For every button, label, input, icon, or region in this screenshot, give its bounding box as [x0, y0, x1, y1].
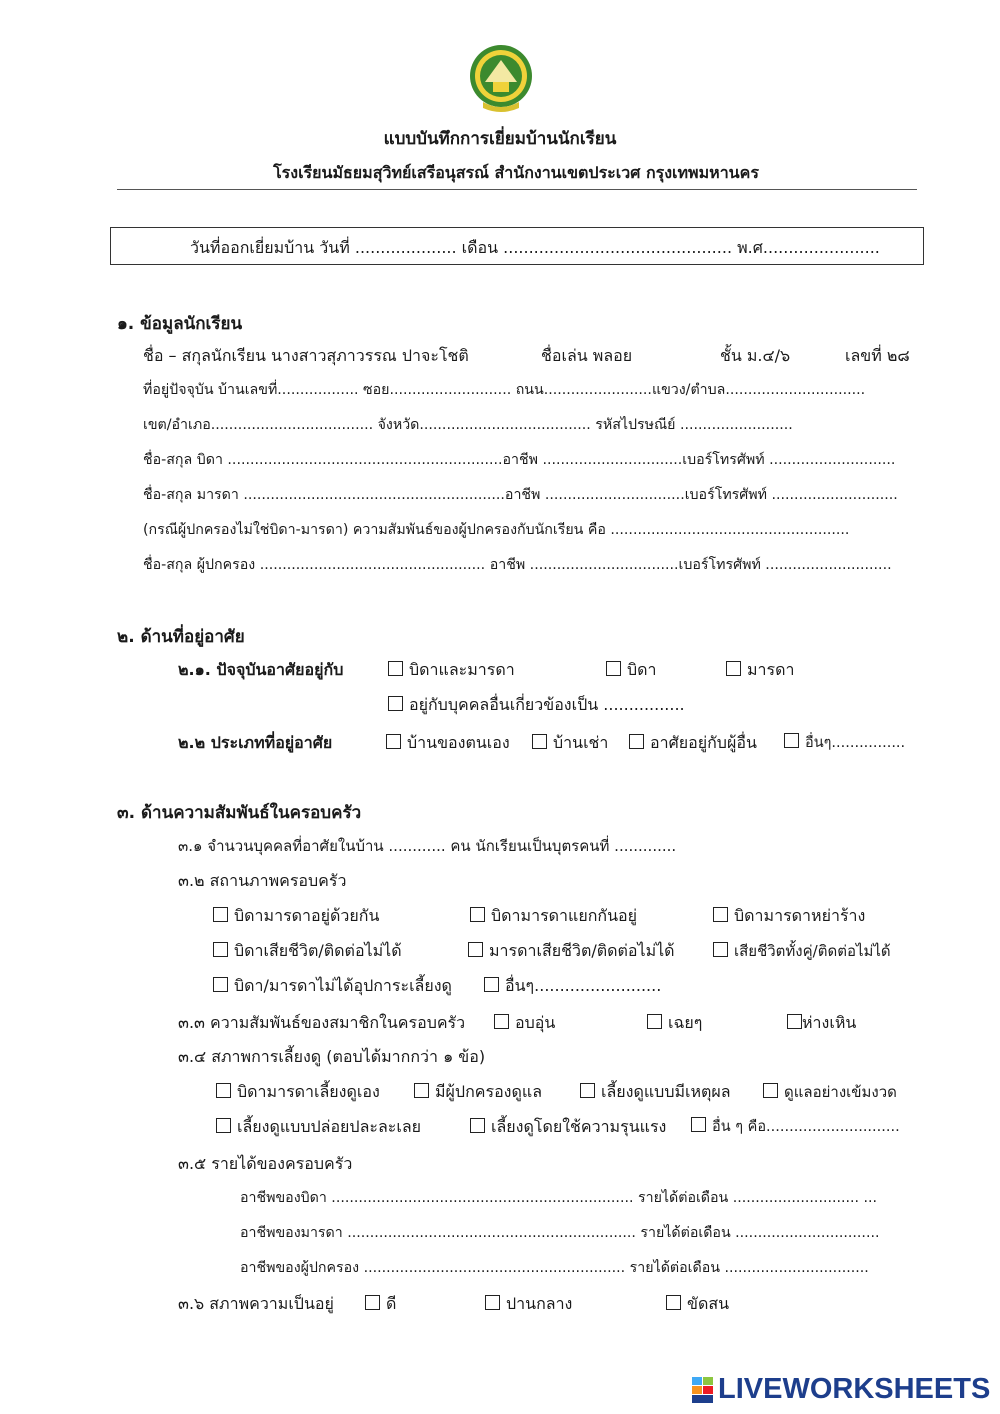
- checkbox[interactable]: [763, 1083, 778, 1098]
- district-field[interactable]: เขต/อำเภอ.................................... จังหวัด...................................... รหัสไปรษณีย์ .........................: [143, 417, 793, 433]
- checkbox[interactable]: [468, 942, 483, 957]
- student-class: ชั้น ม.๔/๖: [720, 346, 791, 365]
- checkbox[interactable]: [713, 942, 728, 957]
- q21-option[interactable]: บิดา: [606, 658, 657, 683]
- guardian-field[interactable]: ชื่อ-สกุล ผู้ปกครอง .................................................. อาชีพ .................................เบอร์โทรศัพท์ ............................: [143, 557, 892, 573]
- q36-option[interactable]: ดี: [365, 1292, 396, 1317]
- checkbox[interactable]: [647, 1014, 662, 1029]
- q32-option[interactable]: บิดา/มารดาไม่ได้อุปการะเลี้ยงดู: [213, 974, 452, 999]
- q32-option[interactable]: บิดามารดาแยกกันอยู่: [470, 904, 637, 929]
- header-divider: [117, 189, 917, 190]
- checkbox[interactable]: [485, 1295, 500, 1310]
- q36-option[interactable]: ปานกลาง: [485, 1292, 572, 1317]
- q21-option[interactable]: อยู่กับบุคคลอื่นเกี่ยวข้องเป็น ................: [388, 693, 685, 718]
- checkbox[interactable]: [629, 734, 644, 749]
- q34-option[interactable]: เลี้ยงดูแบบปล่อยปละละเลย: [216, 1115, 421, 1140]
- checkbox[interactable]: [532, 734, 547, 749]
- q34-option[interactable]: มีผู้ปกครองดูแล: [414, 1080, 542, 1105]
- father-field[interactable]: ชื่อ-สกุล บิดา .............................................................อาชีพ ...............................เบอร์โทรศัพท์ ............................: [143, 452, 896, 468]
- q22-option[interactable]: อื่นๆ................: [784, 731, 905, 754]
- student-nickname: ชื่อเล่น พลอย: [541, 346, 633, 365]
- address-field[interactable]: ที่อยู่ปัจจุบัน บ้านเลขที่.................. ซอย........................... ถนน........................แขวง/ตำบล...............................: [143, 382, 866, 398]
- checkbox[interactable]: [606, 661, 621, 676]
- school-subtitle: โรงเรียนมัธยมสุวิทย์เสรีอนุสรณ์ สำนักงานเขตประเวศ กรุงเทพมหานคร: [273, 163, 759, 182]
- checkbox[interactable]: [213, 977, 228, 992]
- q34-option[interactable]: เลี้ยงดูโดยใช้ความรุนแรง: [470, 1115, 666, 1140]
- mother-field[interactable]: ชื่อ-สกุล มารดา ..........................................................อาชีพ ...............................เบอร์โทรศัพท์ ............................: [143, 487, 898, 503]
- checkbox[interactable]: [386, 734, 401, 749]
- section-2-title: ๒. ด้านที่อยู่อาศัย: [117, 627, 245, 647]
- section-3-title: ๓. ด้านความสัมพันธ์ในครอบครัว: [117, 803, 362, 823]
- q34-option[interactable]: ดูแลอย่างเข้มงวด: [763, 1080, 897, 1104]
- checkbox[interactable]: [213, 907, 228, 922]
- q21-option[interactable]: มารดา: [726, 658, 795, 683]
- checkbox[interactable]: [666, 1295, 681, 1310]
- checkbox[interactable]: [414, 1083, 429, 1098]
- checkbox[interactable]: [494, 1014, 509, 1029]
- checkbox[interactable]: [713, 907, 728, 922]
- checkbox[interactable]: [787, 1014, 802, 1029]
- q36-option[interactable]: ขัดสน: [666, 1292, 729, 1317]
- q32-option[interactable]: บิดาเสียชีวิต/ติดต่อไม่ได้: [213, 939, 402, 964]
- checkbox[interactable]: [784, 733, 799, 748]
- q34-option[interactable]: อื่น ๆ คือ.............................: [691, 1115, 900, 1138]
- checkbox[interactable]: [388, 661, 403, 676]
- checkbox[interactable]: [216, 1083, 231, 1098]
- liveworksheets-mark-icon: [692, 1377, 714, 1403]
- q35-guardian-field[interactable]: อาชีพของผู้ปกครอง .......................................................... รายได้ต่อเดือน ................................: [240, 1260, 869, 1276]
- q33-option[interactable]: ห่างเหิน: [787, 1011, 856, 1036]
- q32-label: ๓.๒ สถานภาพครอบครัว: [178, 871, 347, 890]
- section-1-title: ๑. ข้อมูลนักเรียน: [117, 314, 243, 334]
- student-number: เลขที่ ๒๘: [845, 346, 910, 365]
- checkbox[interactable]: [216, 1118, 231, 1133]
- school-emblem-logo: [467, 42, 535, 114]
- q33-option[interactable]: อบอุ่น: [494, 1011, 555, 1036]
- checkbox[interactable]: [691, 1117, 706, 1132]
- q33-label: ๓.๓ ความสัมพันธ์ของสมาชิกในครอบครัว: [178, 1013, 466, 1032]
- checkbox[interactable]: [580, 1083, 595, 1098]
- q31-field[interactable]: ๓.๑ จำนวนบุคคลที่อาศัยในบ้าน ............ คน นักเรียนเป็นบุตรคนที่ .............: [178, 837, 677, 855]
- form-title: แบบบันทึกการเยี่ยมบ้านนักเรียน: [383, 129, 617, 149]
- checkbox[interactable]: [484, 977, 499, 992]
- checkbox[interactable]: [470, 1118, 485, 1133]
- student-name: ชื่อ – สกุลนักเรียน นางสาวสุภาวรรณ ปาจะโชติ: [143, 346, 469, 365]
- q34-label: ๓.๔ สภาพการเลี้ยงดู (ตอบได้มากกว่า ๑ ข้อ): [178, 1047, 486, 1066]
- q35-mother-field[interactable]: อาชีพของมารดา ................................................................ รายได้ต่อเดือน ................................: [240, 1225, 880, 1241]
- q32-option[interactable]: มารดาเสียชีวิต/ติดต่อไม่ได้: [468, 939, 675, 964]
- checkbox[interactable]: [365, 1295, 380, 1310]
- checkbox[interactable]: [470, 907, 485, 922]
- q32-option[interactable]: อื่นๆ.........................: [484, 974, 661, 999]
- q22-label: ๒.๒ ประเภทที่อยู่อาศัย: [178, 733, 333, 752]
- q34-option[interactable]: เลี้ยงดูแบบมีเหตุผล: [580, 1080, 731, 1105]
- q21-option[interactable]: บิดาและมารดา: [388, 658, 515, 683]
- q34-option[interactable]: บิดามารดาเลี้ยงดูเอง: [216, 1080, 380, 1105]
- q22-option[interactable]: บ้านเช่า: [532, 731, 608, 756]
- q32-option[interactable]: เสียชีวิตทั้งคู่/ติดต่อไม่ได้: [713, 939, 891, 963]
- q35-label: ๓.๕ รายได้ของครอบครัว: [178, 1154, 353, 1173]
- liveworksheets-brand: LIVEWORKSHEETS: [718, 1373, 991, 1405]
- q22-option[interactable]: บ้านของตนเอง: [386, 731, 510, 756]
- checkbox[interactable]: [213, 942, 228, 957]
- checkbox[interactable]: [388, 696, 403, 711]
- visit-date-field[interactable]: วันที่ออกเยี่ยมบ้าน วันที่ .................... เดือน ............................................. พ.ศ.......................: [190, 238, 880, 257]
- q32-option[interactable]: บิดามารดาอยู่ด้วยกัน: [213, 904, 379, 929]
- checkbox[interactable]: [726, 661, 741, 676]
- q35-father-field[interactable]: อาชีพของบิดา ................................................................... รายได้ต่อเดือน ............................ ...: [240, 1190, 878, 1206]
- guardian-relation-field[interactable]: (กรณีผู้ปกครองไม่ใช่บิดา-มารดา) ความสัมพันธ์ของผู้ปกครองกับนักเรียน คือ .....................................................: [143, 522, 850, 538]
- q32-option[interactable]: บิดามารดาหย่าร้าง: [713, 904, 865, 929]
- q33-option[interactable]: เฉยๆ: [647, 1011, 702, 1036]
- q22-option[interactable]: อาศัยอยู่กับผู้อื่น: [629, 731, 757, 756]
- q21-label: ๒.๑. ปัจจุบันอาศัยอยู่กับ: [178, 660, 344, 679]
- q36-label: ๓.๖ สภาพความเป็นอยู่: [178, 1294, 334, 1313]
